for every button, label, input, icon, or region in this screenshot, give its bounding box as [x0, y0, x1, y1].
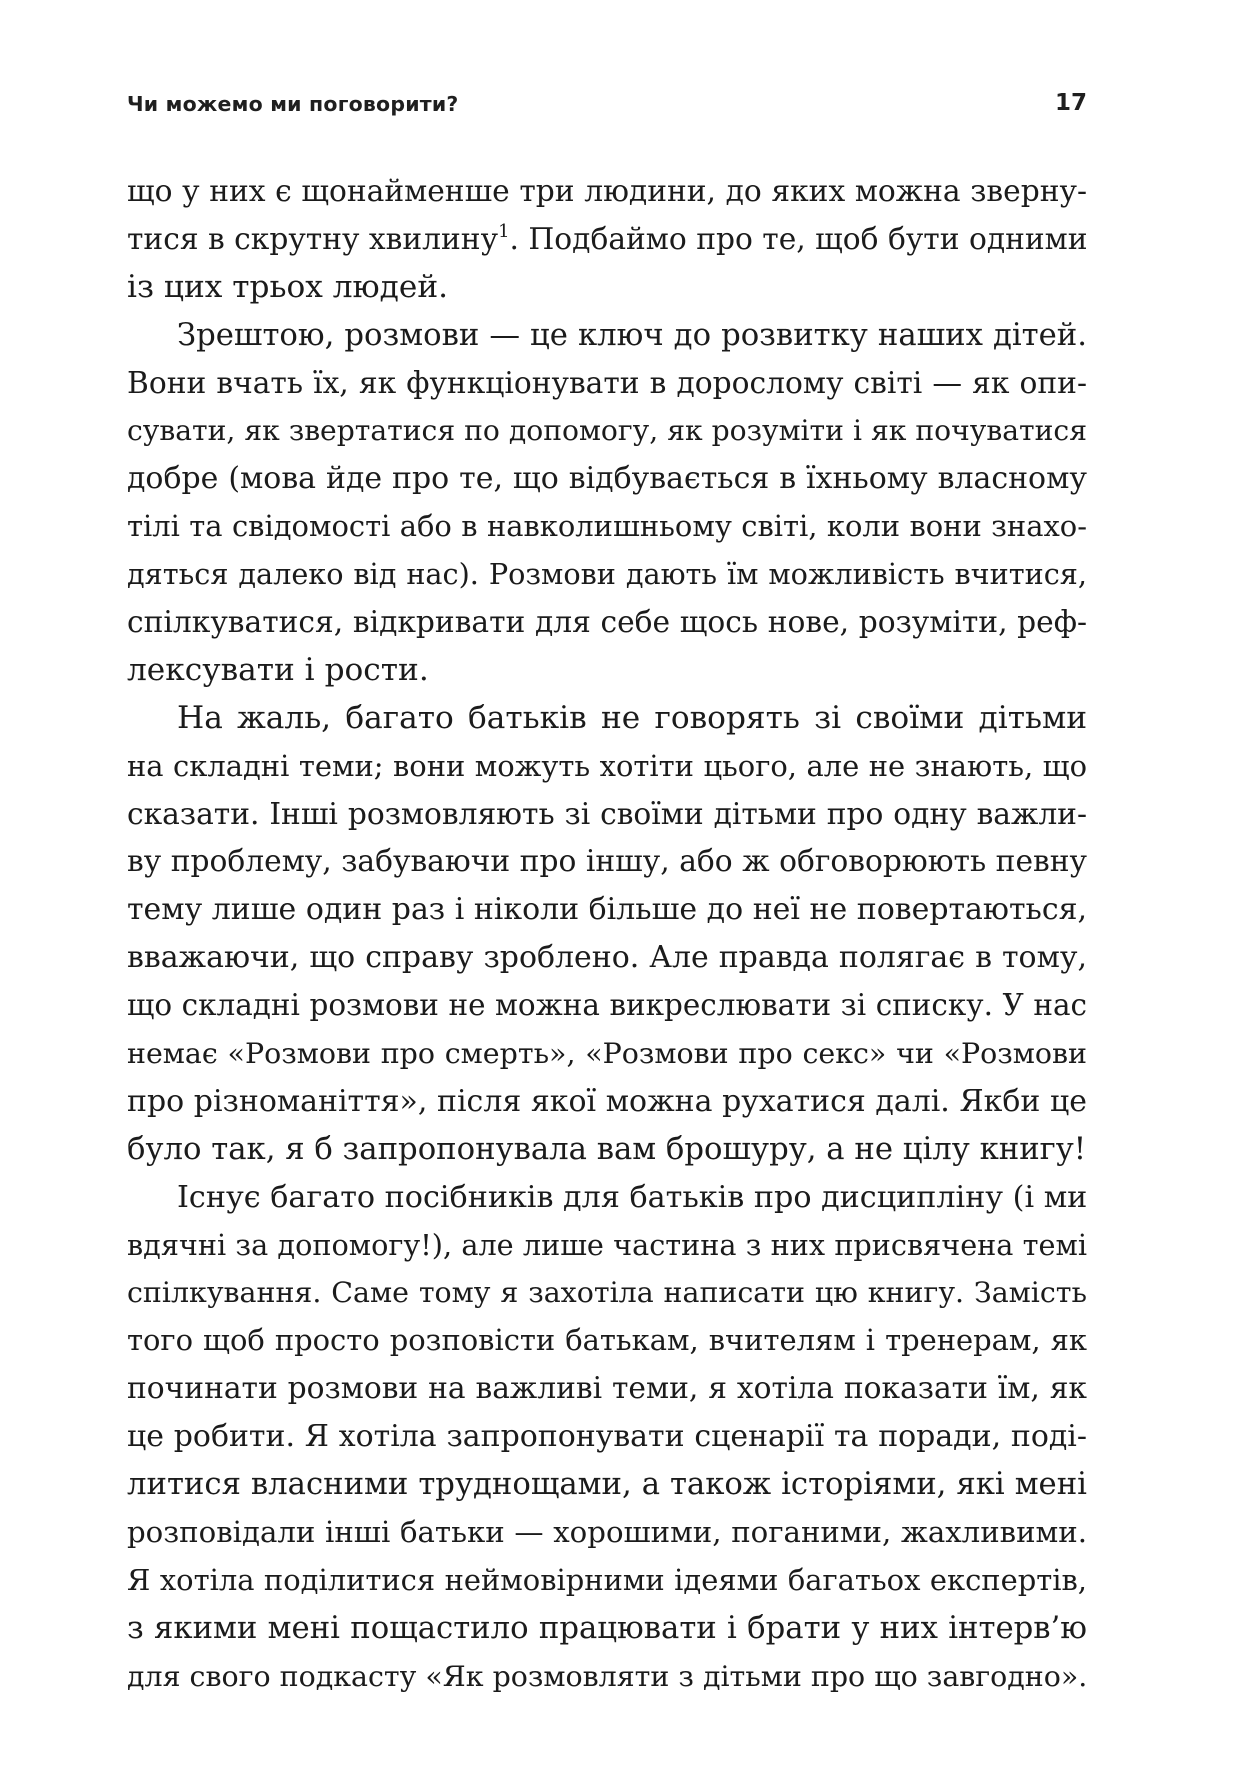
text-line: ву проблему, забуваючи про іншу, або ж обговорюють певну: [127, 844, 1087, 880]
text-line: Існує багато посібників для батьків про дисципліну (і ми: [177, 1179, 1088, 1215]
paragraph-4: [127, 1174, 1087, 1701]
text-fragment: тися в скрутну хвилину: [127, 221, 499, 257]
text-line: сказати. Інші розмовляють зі своїми дітьми про одну важли-: [127, 796, 1087, 832]
text-line: дяться далеко від нас). Розмови дають їм можливість вчитися,: [127, 557, 1087, 592]
text-line: Вони вчать їх, як функціонувати в дорослому світі — як опи-: [127, 365, 1087, 401]
text-line: для свого подкасту «Як розмовляти з дітьми про що завгодно».: [127, 1659, 1088, 1693]
text-line: це робити. Я хотіла запропонувати сценарії та поради, поді-: [127, 1419, 1087, 1455]
paragraph-2: [127, 312, 1087, 695]
text-line: вдячні за допомогу!), але лише частина з них присвячена темі: [127, 1227, 1087, 1262]
body-text: [127, 168, 1087, 1701]
running-title: Чи можемо ми поговорити?: [127, 92, 459, 116]
footnote-marker[interactable]: 1: [498, 220, 510, 242]
text-line: на складні теми; вони можуть хотіти цього, але не знають, що: [127, 748, 1087, 783]
text-line: лексувати і рости.: [127, 651, 429, 688]
text-line: що у них є щонайменше три людини, до яких можна зверну-: [127, 174, 1087, 209]
text-line: сувати, як звертатися по допомогу, як розуміти і як почуватися: [127, 414, 1087, 448]
text-line: добре (мова йде про те, що відбувається в їхньому власному: [127, 461, 1087, 497]
text-line: тему лише один раз і ніколи більше до неї не повертаються,: [127, 892, 1087, 928]
text-line: литися власними труднощами, а також історіями, які мені: [127, 1467, 1087, 1503]
text-line: спілкуватися, відкривати для себе щось нове, розуміти, реф-: [127, 605, 1087, 641]
paragraph-3: [127, 695, 1087, 1174]
text-line: спілкування. Саме тому я захотіла написати цю книгу. Замість: [127, 1276, 1087, 1310]
text-line: Зрештою, розмови — це ключ до розвитку наших дітей.: [177, 317, 1087, 353]
paragraph-1: [127, 168, 1087, 312]
text-line: із цих трьох людей.: [127, 268, 449, 305]
text-line: про різноманіття», після якої можна рухатися далі. Якби це: [127, 1083, 1087, 1119]
text-line: тілі та свідомості або в навколишньому світі, коли вони знахо-: [127, 509, 1087, 544]
text-line: вважаючи, що справу зроблено. Але правда полягає в тому,: [127, 940, 1087, 976]
text-line: [127, 216, 1087, 264]
text-line: починати розмови на важливі теми, я хотіла показати їм, як: [127, 1371, 1087, 1407]
text-line: На жаль, багато батьків не говорять зі своїми дітьми: [177, 699, 1087, 736]
text-line: того щоб просто розповісти батькам, вчителям і тренерам, як: [127, 1323, 1087, 1358]
text-line: Я хотіла поділитися неймовірними ідеями багатьох експертів,: [127, 1562, 1087, 1597]
text-line: що складні розмови не можна викреслювати зі списку. У нас: [127, 988, 1087, 1023]
text-line: розповідали інші батьки — хорошими, поганими, жахливими.: [127, 1514, 1087, 1549]
text-line: було так, я б запропонувала вам брошуру, а не цілу книгу!: [127, 1131, 1087, 1167]
text-fragment: . Подбаймо про те, щоб бути одними: [509, 221, 1088, 257]
text-line: з якими мені пощастило працювати і брати у них інтерв’ю: [127, 1610, 1087, 1646]
running-header: [127, 92, 1087, 132]
page-number: 17: [1054, 90, 1087, 116]
text-line: немає «Розмови про смерть», «Розмови про секс» чи «Розмови: [127, 1037, 1087, 1071]
